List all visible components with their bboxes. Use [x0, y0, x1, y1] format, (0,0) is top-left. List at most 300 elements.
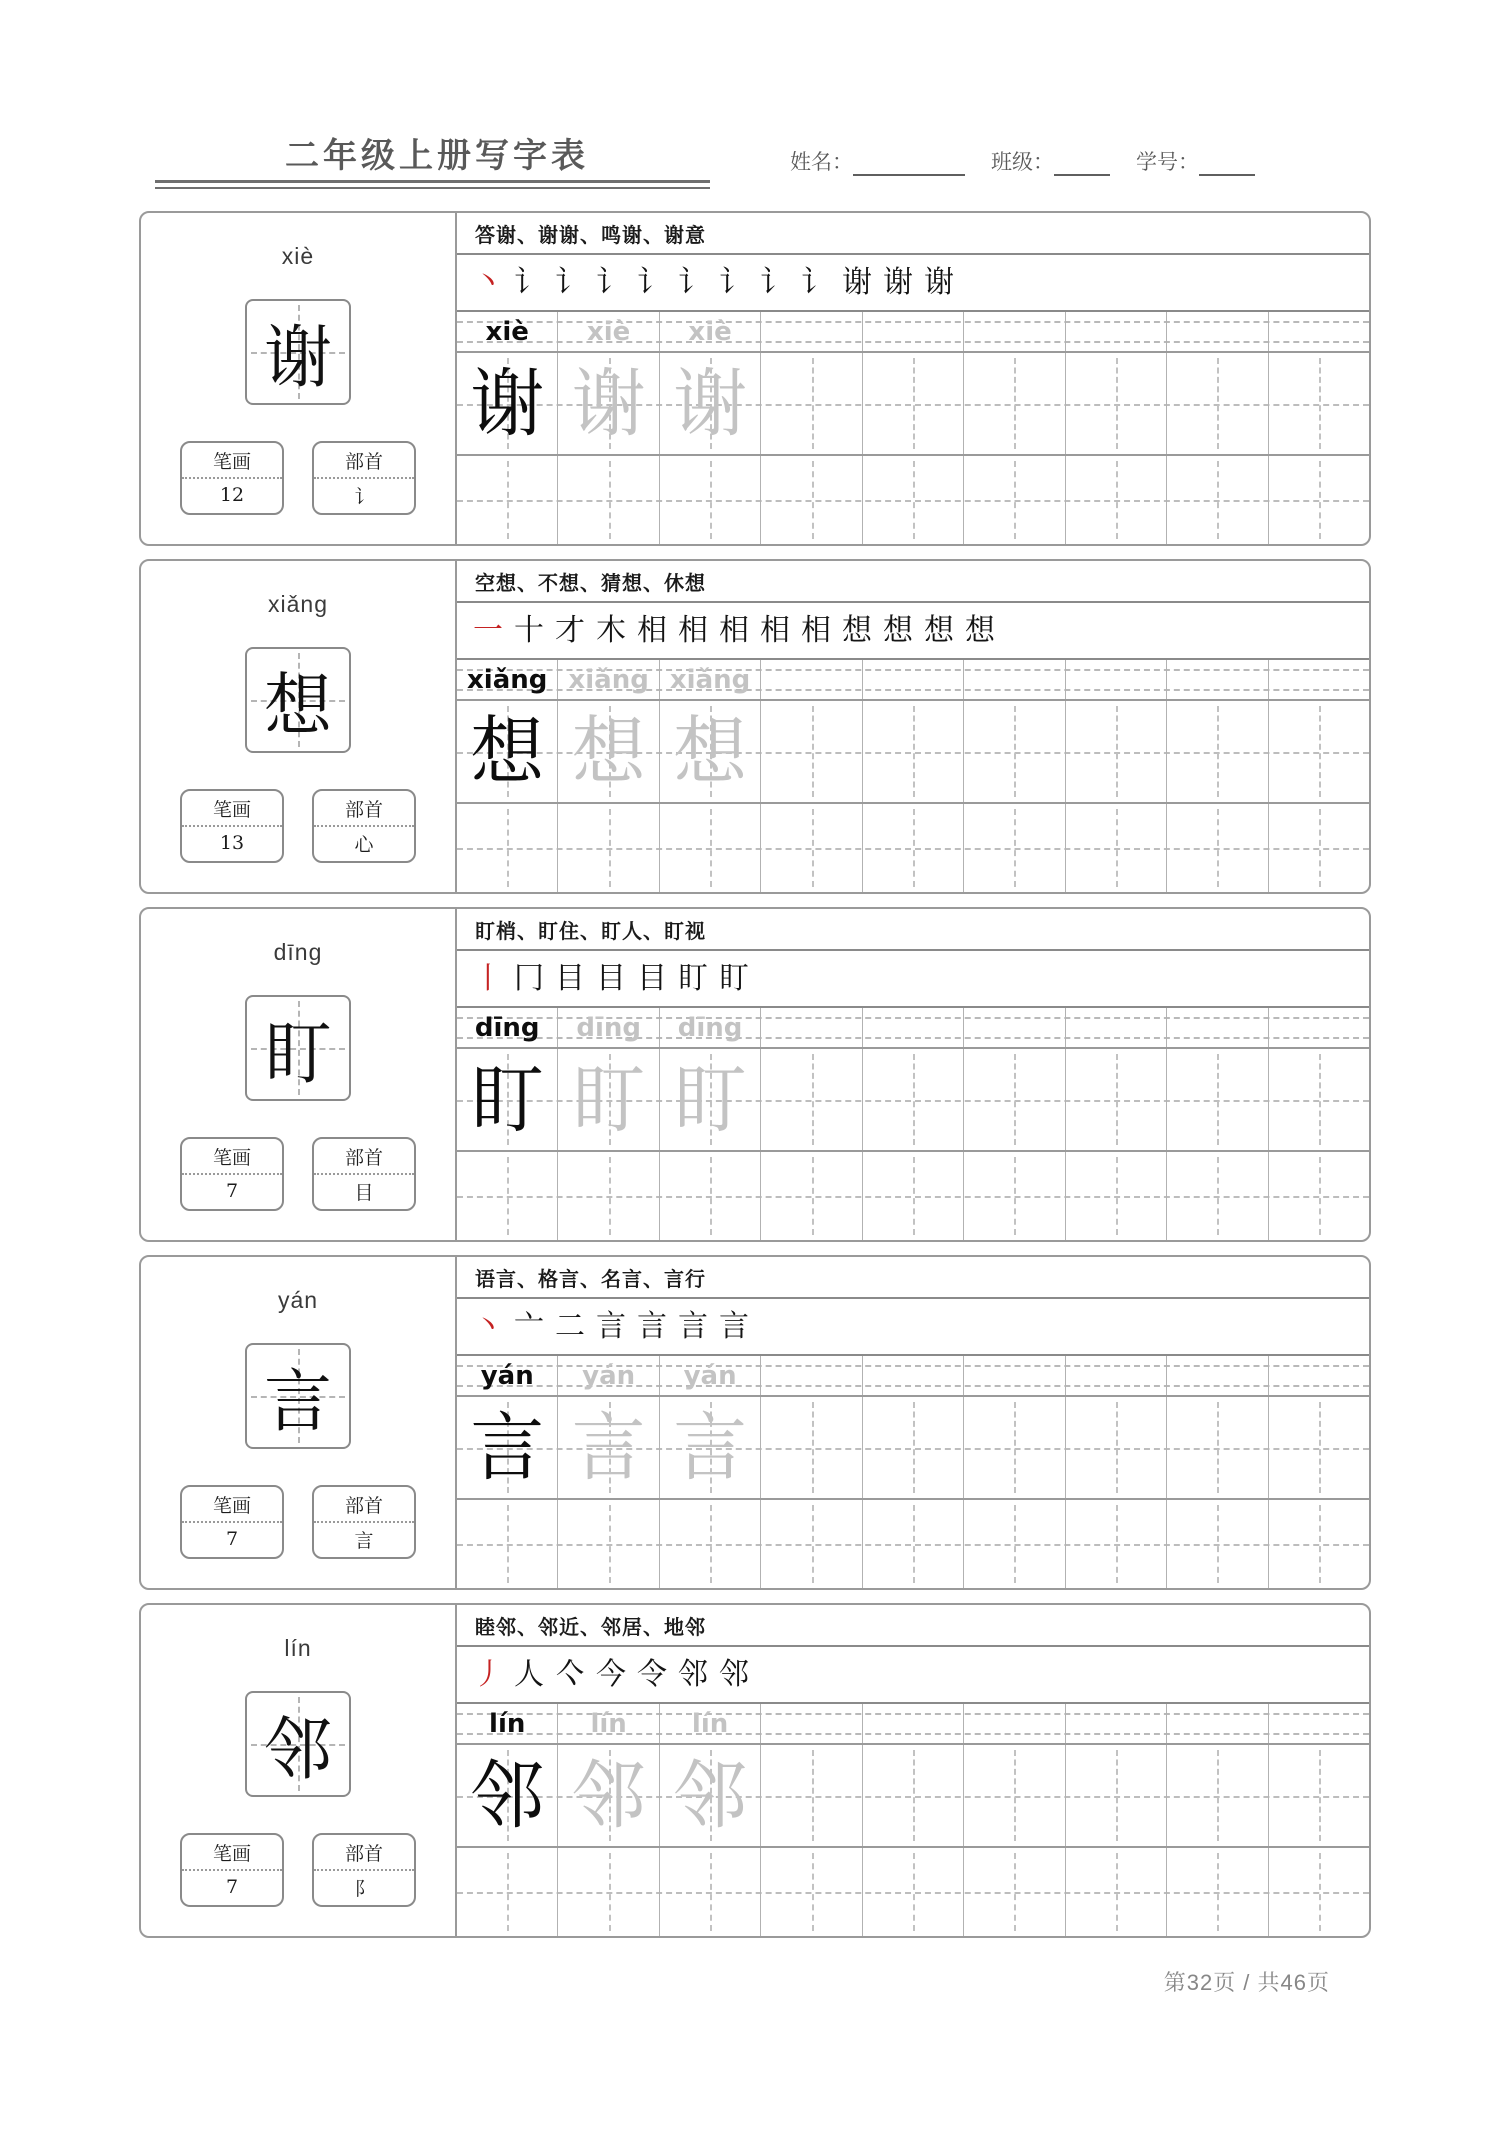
character-cell [1066, 1049, 1167, 1150]
stroke-step: 相 [678, 612, 708, 648]
stroke-step: 言 [596, 1308, 626, 1344]
character-cell [964, 1745, 1065, 1846]
character-cell [457, 353, 558, 454]
stroke-step: 目 [555, 960, 585, 996]
empty-cell [761, 1848, 862, 1936]
empty-practice-row [457, 1848, 1369, 1936]
character-cell [660, 1745, 761, 1846]
pinyin-cell [761, 660, 862, 699]
character-cell [1066, 1745, 1167, 1846]
empty-cell [660, 804, 761, 892]
character-sample: 盯 [571, 1056, 646, 1143]
class-blank [1054, 150, 1110, 176]
stroke-step: 目 [637, 960, 667, 996]
stroke-step: 言 [637, 1308, 667, 1344]
empty-cell [660, 1500, 761, 1588]
radical-value: 讠 [354, 485, 374, 508]
empty-cell [761, 1152, 862, 1240]
pinyin-sample: dīng [677, 1012, 743, 1043]
character-cell [457, 1745, 558, 1846]
title-underline [155, 180, 710, 189]
character-sample: 谢 [470, 360, 545, 447]
character-cell [761, 1049, 862, 1150]
character-cell [1167, 1049, 1268, 1150]
stroke-count-label: 笔画 [182, 1835, 282, 1871]
student-fields [790, 146, 1380, 176]
empty-cell [1066, 1848, 1167, 1936]
character-sample: 言 [470, 1404, 545, 1491]
stroke-step: 谢 [924, 264, 954, 300]
stroke-order-row [457, 603, 1369, 660]
name-field [790, 146, 965, 176]
pinyin-cell [1269, 660, 1369, 699]
stroke-step: 丶 [473, 1308, 503, 1344]
stroke-step: 丨 [473, 960, 503, 996]
character-glyph: 谢 [263, 318, 332, 398]
empty-cell [863, 1848, 964, 1936]
empty-cell [964, 1500, 1065, 1588]
empty-cell [1269, 1500, 1369, 1588]
radical-box [312, 789, 416, 863]
character-cell [964, 1049, 1065, 1150]
character-cell [964, 701, 1065, 802]
char-practice-row [457, 1049, 1369, 1152]
character-cell [1167, 353, 1268, 454]
pinyin-cell [457, 1356, 558, 1395]
character-display-box [245, 1691, 351, 1797]
pinyin-cell [964, 660, 1065, 699]
character-cell [1066, 701, 1167, 802]
practice-panel [457, 1257, 1369, 1588]
stroke-count-value: 13 [219, 832, 245, 854]
pinyin-sample: xiǎng [669, 664, 751, 695]
pinyin-cell [1269, 1008, 1369, 1047]
character-cell [558, 1049, 659, 1150]
radical-box [312, 441, 416, 515]
pinyin-cell [761, 1356, 862, 1395]
stroke-step: 令 [637, 1656, 667, 1692]
stroke-step: 谢 [842, 264, 872, 300]
character-blocks [139, 211, 1371, 1951]
pinyin-cell [964, 1008, 1065, 1047]
character-cell [1167, 1745, 1268, 1846]
pinyin-cell [1269, 1704, 1369, 1743]
pinyin-cell [1167, 1008, 1268, 1047]
character-sample: 谢 [571, 360, 646, 447]
character-display-box [245, 647, 351, 753]
radical-value: 心 [354, 833, 374, 856]
empty-cell [863, 1500, 964, 1588]
stroke-order-row [457, 951, 1369, 1008]
pinyin-cell [964, 1356, 1065, 1395]
character-cell [964, 353, 1065, 454]
radical-label: 部首 [314, 1835, 414, 1871]
character-pinyin: dīng [273, 939, 323, 965]
stroke-step: 相 [637, 612, 667, 648]
stroke-step: 十 [514, 612, 544, 648]
empty-cell [660, 1848, 761, 1936]
character-sample: 盯 [673, 1056, 748, 1143]
character-sample: 谢 [673, 360, 748, 447]
character-info-boxes [141, 789, 455, 863]
radical-label: 部首 [314, 443, 414, 479]
stroke-count-value: 7 [225, 1876, 239, 1898]
character-pinyin: xiè [281, 243, 315, 269]
character-cell [558, 1745, 659, 1846]
character-glyph: 言 [263, 1362, 332, 1442]
pinyin-cell [558, 1008, 659, 1047]
character-cell [457, 701, 558, 802]
pinyin-cell [761, 1008, 862, 1047]
character-summary-panel [141, 561, 457, 892]
empty-cell [1167, 1848, 1268, 1936]
pinyin-practice-row [457, 1704, 1369, 1745]
empty-cell [1167, 804, 1268, 892]
stroke-count-label: 笔画 [182, 443, 282, 479]
character-summary-panel [141, 1257, 457, 1588]
empty-cell [660, 456, 761, 544]
stroke-step: 一 [473, 612, 503, 648]
character-cell [558, 353, 659, 454]
stroke-step: 人 [514, 1656, 544, 1692]
character-sample: 邻 [673, 1752, 748, 1839]
character-cell [863, 1397, 964, 1498]
empty-cell [964, 456, 1065, 544]
stroke-step: 言 [719, 1308, 749, 1344]
stroke-count-box [180, 1833, 284, 1907]
pinyin-cell [1167, 1704, 1268, 1743]
pinyin-cell [558, 660, 659, 699]
stroke-step: 想 [883, 612, 913, 648]
pinyin-cell [1167, 312, 1268, 351]
character-summary-panel [141, 909, 457, 1240]
char-practice-row [457, 353, 1369, 456]
pinyin-cell [863, 1356, 964, 1395]
radical-label: 部首 [314, 1487, 414, 1523]
character-cell [1269, 1397, 1369, 1498]
pinyin-cell [660, 1356, 761, 1395]
stroke-step: 讠 [637, 264, 667, 300]
character-summary-panel [141, 1605, 457, 1936]
stroke-count-box [180, 1137, 284, 1211]
character-block [139, 211, 1371, 546]
character-cell [1269, 1049, 1369, 1150]
radical-box [312, 1833, 416, 1907]
character-glyph: 想 [263, 666, 332, 746]
practice-panel [457, 213, 1369, 544]
empty-practice-row [457, 1152, 1369, 1240]
character-summary-panel [141, 213, 457, 544]
pinyin-cell [1269, 312, 1369, 351]
pinyin-cell [1066, 312, 1167, 351]
empty-cell [1167, 1500, 1268, 1588]
character-block [139, 907, 1371, 1242]
empty-practice-row [457, 804, 1369, 892]
character-glyph: 盯 [263, 1014, 332, 1094]
name-blank [853, 150, 965, 176]
stroke-step: 邻 [719, 1656, 749, 1692]
pinyin-sample: xiè [688, 316, 732, 347]
stroke-step: 冂 [514, 960, 544, 996]
stroke-count-label: 笔画 [182, 1139, 282, 1175]
character-block [139, 559, 1371, 894]
character-cell [660, 1049, 761, 1150]
pinyin-cell [863, 660, 964, 699]
stroke-step: 讠 [801, 264, 831, 300]
empty-cell [558, 456, 659, 544]
character-info-boxes [141, 1137, 455, 1211]
character-glyph: 邻 [263, 1710, 332, 1790]
empty-cell [863, 1152, 964, 1240]
pinyin-cell [457, 660, 558, 699]
empty-cell [457, 456, 558, 544]
radical-value: 目 [354, 1181, 374, 1204]
example-words-row: 答谢、谢谢、鸣谢、谢意 [457, 213, 1369, 255]
radical-box [312, 1485, 416, 1559]
stroke-step: 讠 [760, 264, 790, 300]
stroke-step: 想 [924, 612, 954, 648]
character-sample: 言 [673, 1404, 748, 1491]
pinyin-practice-row [457, 660, 1369, 701]
character-cell [761, 1745, 862, 1846]
student-id-label: 学号： [1136, 151, 1199, 174]
pinyin-sample: yán [480, 1360, 534, 1391]
empty-cell [1066, 456, 1167, 544]
character-sample: 言 [571, 1404, 646, 1491]
character-sample: 邻 [470, 1752, 545, 1839]
character-block [139, 1603, 1371, 1938]
character-cell [660, 353, 761, 454]
character-cell [1269, 701, 1369, 802]
character-cell [457, 1397, 558, 1498]
pinyin-cell [964, 312, 1065, 351]
stroke-step: 讠 [555, 264, 585, 300]
character-cell [761, 1397, 862, 1498]
character-cell [660, 1397, 761, 1498]
stroke-step: 亽 [555, 1656, 585, 1692]
pinyin-cell [863, 1704, 964, 1743]
stroke-step: 邻 [678, 1656, 708, 1692]
empty-cell [1269, 1152, 1369, 1240]
stroke-step: 言 [678, 1308, 708, 1344]
stroke-step: 相 [719, 612, 749, 648]
character-cell [761, 701, 862, 802]
pinyin-cell [964, 1704, 1065, 1743]
empty-cell [964, 1848, 1065, 1936]
pinyin-cell [761, 1704, 862, 1743]
stroke-count-box [180, 1485, 284, 1559]
stroke-step: 讠 [596, 264, 626, 300]
pinyin-cell [1066, 660, 1167, 699]
character-display-box [245, 995, 351, 1101]
character-cell [863, 1745, 964, 1846]
character-cell [457, 1049, 558, 1150]
student-id-field [1136, 146, 1255, 176]
empty-cell [457, 1152, 558, 1240]
practice-panel [457, 1605, 1369, 1936]
pinyin-cell [863, 312, 964, 351]
stroke-count-label: 笔画 [182, 1487, 282, 1523]
pinyin-cell [558, 1704, 659, 1743]
pinyin-cell [660, 1704, 761, 1743]
character-cell [964, 1397, 1065, 1498]
pinyin-sample: xiè [485, 316, 529, 347]
pinyin-practice-row [457, 312, 1369, 353]
pinyin-sample: xiǎng [467, 664, 548, 695]
character-sample: 邻 [571, 1752, 646, 1839]
character-pinyin: xiǎng [268, 591, 328, 617]
pinyin-sample: dīng [474, 1012, 540, 1043]
character-info-boxes [141, 441, 455, 515]
empty-cell [558, 1500, 659, 1588]
character-pinyin: yán [277, 1287, 319, 1313]
stroke-step: 想 [965, 612, 995, 648]
name-label: 姓名： [790, 151, 853, 174]
radical-label: 部首 [314, 1139, 414, 1175]
stroke-step: 谢 [883, 264, 913, 300]
character-cell [1066, 1397, 1167, 1498]
pinyin-sample: xiǎng [568, 664, 649, 695]
pinyin-sample: dīng [576, 1012, 641, 1043]
stroke-count-value: 7 [225, 1528, 239, 1550]
practice-panel [457, 561, 1369, 892]
stroke-count-box [180, 789, 284, 863]
pinyin-cell [863, 1008, 964, 1047]
stroke-step: 相 [760, 612, 790, 648]
class-field [991, 146, 1110, 176]
empty-practice-row [457, 1500, 1369, 1588]
pinyin-cell [1167, 660, 1268, 699]
pinyin-cell [1167, 1356, 1268, 1395]
empty-cell [761, 804, 862, 892]
character-info-boxes [141, 1485, 455, 1559]
character-cell [660, 701, 761, 802]
stroke-step: 讠 [514, 264, 544, 300]
pinyin-sample: yán [582, 1360, 636, 1391]
empty-cell [558, 1152, 659, 1240]
pinyin-cell [457, 1008, 558, 1047]
radical-value: 阝 [354, 1877, 374, 1900]
pinyin-cell [1066, 1704, 1167, 1743]
pinyin-sample: lín [489, 1708, 526, 1739]
example-words-row: 语言、格言、名言、言行 [457, 1257, 1369, 1299]
character-pinyin: lín [284, 1635, 312, 1661]
pinyin-cell [457, 312, 558, 351]
stroke-step: 丶 [473, 264, 503, 300]
character-cell [863, 1049, 964, 1150]
pinyin-sample: xiè [586, 316, 631, 347]
stroke-step: 才 [555, 612, 585, 648]
page-title: 二年级上册写字表 [285, 137, 589, 175]
empty-cell [863, 804, 964, 892]
empty-cell [964, 1152, 1065, 1240]
character-cell [761, 353, 862, 454]
character-sample: 盯 [470, 1056, 545, 1143]
stroke-step: 盯 [678, 960, 708, 996]
pinyin-cell [558, 1356, 659, 1395]
pinyin-cell [457, 1704, 558, 1743]
stroke-step: 想 [842, 612, 872, 648]
empty-cell [1269, 804, 1369, 892]
radical-box [312, 1137, 416, 1211]
empty-cell [1167, 456, 1268, 544]
character-sample: 想 [571, 708, 646, 795]
empty-cell [1066, 1152, 1167, 1240]
pinyin-cell [558, 312, 659, 351]
radical-value: 言 [354, 1529, 374, 1552]
empty-cell [660, 1152, 761, 1240]
page-number: 第32页 / 共46页 [1163, 1970, 1330, 1995]
character-cell [1269, 1745, 1369, 1846]
empty-cell [1066, 804, 1167, 892]
empty-practice-row [457, 456, 1369, 544]
empty-cell [558, 1848, 659, 1936]
example-words-row: 盯梢、盯住、盯人、盯视 [457, 909, 1369, 951]
stroke-order-row [457, 1299, 1369, 1356]
stroke-step: 丿 [473, 1656, 503, 1692]
character-cell [1269, 353, 1369, 454]
stroke-step: 讠 [678, 264, 708, 300]
stroke-count-value: 12 [219, 484, 245, 506]
character-block [139, 1255, 1371, 1590]
stroke-step: 目 [596, 960, 626, 996]
stroke-step: 讠 [719, 264, 749, 300]
empty-cell [964, 804, 1065, 892]
stroke-step: 相 [801, 612, 831, 648]
student-id-blank [1199, 150, 1255, 176]
empty-cell [457, 1848, 558, 1936]
character-cell [863, 701, 964, 802]
pinyin-cell [761, 312, 862, 351]
empty-cell [761, 1500, 862, 1588]
pinyin-cell [660, 1008, 761, 1047]
character-display-box [245, 299, 351, 405]
character-cell [1066, 353, 1167, 454]
character-info-boxes [141, 1833, 455, 1907]
character-display-box [245, 1343, 351, 1449]
pinyin-cell [1066, 1356, 1167, 1395]
stroke-count-value: 7 [225, 1180, 239, 1202]
class-label: 班级： [991, 151, 1054, 174]
empty-cell [457, 804, 558, 892]
example-words-row: 睦邻、邻近、邻居、地邻 [457, 1605, 1369, 1647]
stroke-order-row [457, 255, 1369, 312]
character-cell [863, 353, 964, 454]
stroke-count-label: 笔画 [182, 791, 282, 827]
pinyin-cell [1269, 1356, 1369, 1395]
stroke-order-row [457, 1647, 1369, 1704]
char-practice-row [457, 701, 1369, 804]
empty-cell [1066, 1500, 1167, 1588]
stroke-step: 亠 [514, 1308, 544, 1344]
pinyin-sample: lín [590, 1708, 627, 1739]
empty-cell [863, 456, 964, 544]
empty-cell [1167, 1152, 1268, 1240]
character-sample: 想 [470, 708, 545, 795]
character-cell [558, 701, 659, 802]
pinyin-sample: lín [691, 1708, 729, 1739]
stroke-step: 二 [555, 1308, 585, 1344]
char-practice-row [457, 1745, 1369, 1848]
pinyin-practice-row [457, 1008, 1369, 1049]
empty-cell [1269, 456, 1369, 544]
radical-label: 部首 [314, 791, 414, 827]
practice-panel [457, 909, 1369, 1240]
char-practice-row [457, 1397, 1369, 1500]
pinyin-cell [660, 312, 761, 351]
stroke-step: 今 [596, 1656, 626, 1692]
character-cell [558, 1397, 659, 1498]
